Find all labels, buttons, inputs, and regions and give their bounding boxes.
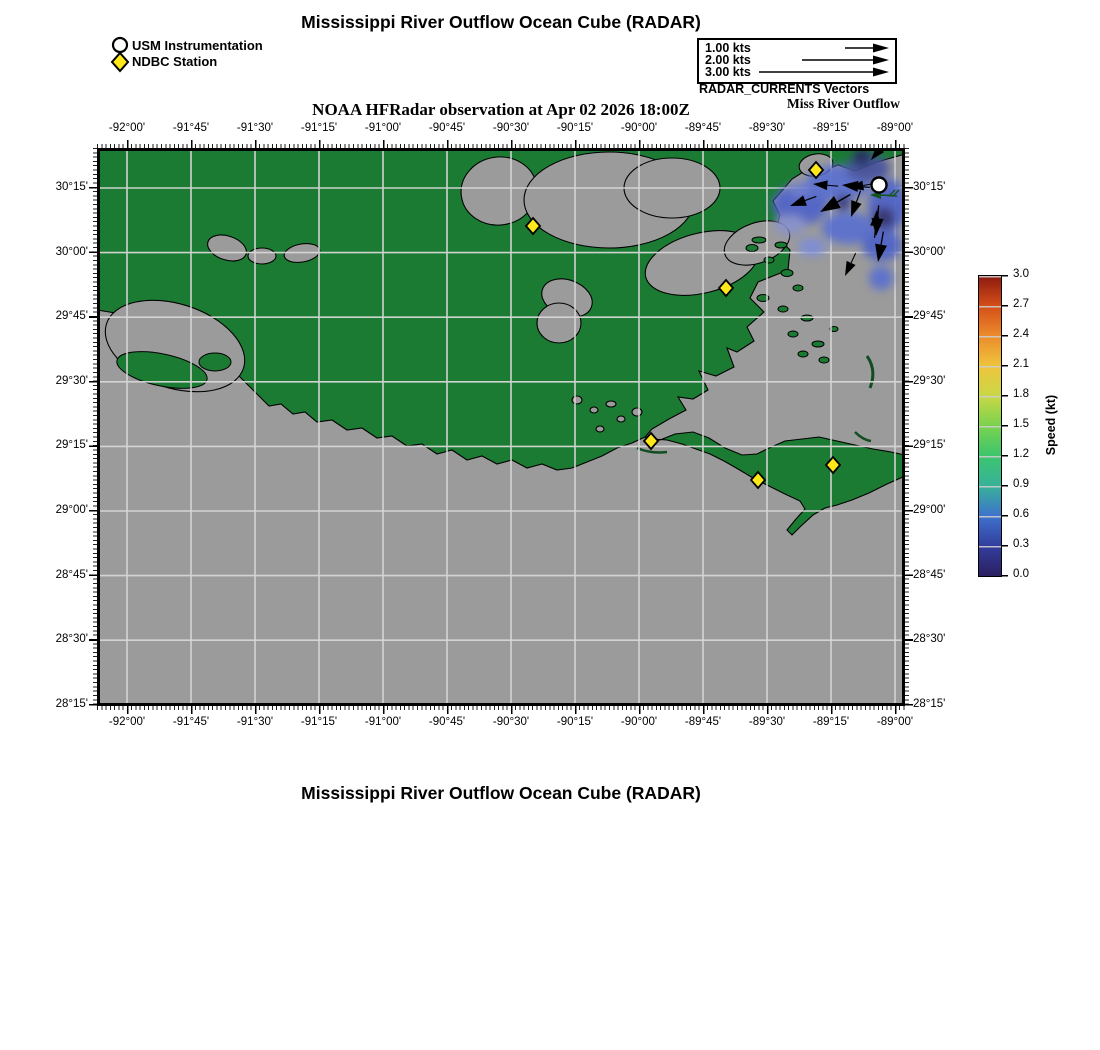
- y-axis-label: 29°45': [55, 310, 88, 323]
- y-axis-label: 29°30': [55, 374, 88, 387]
- x-axis-label: -91°45': [172, 716, 210, 728]
- radar-speed-patch: [798, 238, 826, 256]
- colorbar-tick-label: 1.8: [1013, 388, 1029, 400]
- y-axis-label: 28°45': [913, 568, 946, 581]
- y-axis-label: 28°15': [913, 697, 946, 710]
- colorbar-tick-label: 0.3: [1013, 538, 1029, 550]
- y-axis-label: 30°15': [913, 181, 946, 193]
- x-axis-label: -91°15': [300, 122, 338, 134]
- speed-colorbar: [978, 275, 1002, 577]
- x-axis-label: -89°00': [876, 122, 914, 134]
- y-axis-label: 29°45': [913, 310, 946, 323]
- colorbar-tick-label: 0.0: [1013, 568, 1029, 580]
- vector-scale-box: [697, 38, 897, 84]
- x-axis-label: -91°00': [364, 122, 402, 134]
- y-axis-label: 29°00': [913, 504, 946, 516]
- left-axis-ticks: [89, 148, 97, 706]
- x-axis-label: -90°30': [492, 716, 530, 728]
- scale-row-label: 2.00 kts: [705, 53, 751, 67]
- x-axis-label: -90°00': [620, 122, 658, 134]
- scale-arrows: [699, 40, 891, 78]
- y-axis-label: 28°45': [55, 568, 88, 581]
- colorbar-ticks: [1001, 275, 1008, 577]
- radar-speed-patch: [790, 182, 810, 198]
- x-axis-label: -91°00': [364, 716, 402, 728]
- colorbar-tick-label: 3.0: [1013, 268, 1029, 280]
- top-title: Mississippi River Outflow Ocean Cube (RADAR): [301, 12, 701, 32]
- colorbar-tick-label: 2.7: [1013, 298, 1029, 310]
- marsh-pond: [572, 396, 582, 404]
- x-axis-label: -89°00': [876, 716, 914, 728]
- colorbar-tick-label: 2.1: [1013, 358, 1029, 370]
- usm-station-marker: [872, 178, 887, 193]
- island: [199, 353, 231, 371]
- ndbc-diamond-icon: [109, 51, 131, 73]
- x-axis-label: -89°15': [812, 716, 850, 728]
- vector-scale-caption: RADAR_CURRENTS Vectors: [699, 82, 870, 96]
- y-axis-label: 29°00': [55, 504, 88, 516]
- vector-scale-subcaption: Miss River Outflow: [787, 96, 900, 111]
- x-axis-label: -92°00': [108, 716, 146, 728]
- x-axis-label: -91°30': [236, 716, 274, 728]
- scale-row-label: 1.00 kts: [705, 41, 751, 55]
- marsh-pond: [617, 416, 625, 422]
- ndbc-legend-label: NDBC Station: [132, 54, 218, 69]
- x-axis-label: -89°45': [684, 122, 722, 134]
- marsh-pond: [606, 401, 616, 407]
- x-axis-label: -89°15': [812, 122, 850, 134]
- y-axis-label: 30°15': [55, 181, 88, 193]
- bottom-title: Mississippi River Outflow Ocean Cube (RADAR): [301, 783, 701, 803]
- map-canvas: [97, 148, 905, 706]
- x-axis-label: -90°15': [556, 716, 594, 728]
- colorbar-tick-label: 0.9: [1013, 478, 1029, 490]
- x-axis-label: -90°00': [620, 716, 658, 728]
- x-axis-label: -89°45': [684, 716, 722, 728]
- colorbar-tick-label: 2.4: [1013, 328, 1029, 340]
- scale-row-label: 3.00 kts: [705, 65, 751, 79]
- y-axis-label: 28°30': [913, 633, 946, 646]
- colorbar-title: Speed (kt): [1044, 394, 1058, 456]
- y-axis-label: 29°15': [913, 439, 946, 452]
- x-axis-label: -90°45': [428, 716, 466, 728]
- x-axis-label: -91°45': [172, 122, 210, 134]
- bottom-axis-ticks: [97, 706, 905, 714]
- marsh-pond: [590, 407, 598, 413]
- colorbar-tick-label: 1.5: [1013, 418, 1029, 430]
- y-axis-label: 29°15': [55, 439, 88, 452]
- radar-speed-patch: [774, 215, 806, 235]
- x-axis-label: -91°15': [300, 716, 338, 728]
- colorbar-tick-label: 0.6: [1013, 508, 1029, 520]
- right-axis-ticks: [905, 148, 913, 706]
- usm-legend-label: USM Instrumentation: [132, 38, 263, 53]
- y-axis-label: 29°30': [913, 374, 946, 387]
- x-axis-label: -90°45': [428, 122, 466, 134]
- y-axis-label: 28°30': [55, 633, 88, 646]
- x-axis-label: -91°30': [236, 122, 274, 134]
- top-axis-ticks: [97, 140, 905, 148]
- x-axis-label: -90°15': [556, 122, 594, 134]
- x-axis-label: -89°30': [748, 122, 786, 134]
- marsh-pond: [632, 408, 642, 416]
- colorbar-tick-label: 1.2: [1013, 448, 1029, 460]
- y-axis-label: 30°00': [55, 245, 88, 258]
- x-axis-label: -92°00': [108, 122, 146, 134]
- x-axis-label: -90°30': [492, 122, 530, 134]
- radar-speed-patch: [869, 266, 893, 290]
- x-axis-label: -89°30': [748, 716, 786, 728]
- y-axis-label: 30°00': [913, 245, 946, 258]
- y-axis-label: 28°15': [55, 697, 88, 710]
- map-subtitle: NOAA HFRadar observation at Apr 02 2026 18:00Z: [312, 100, 690, 119]
- small-lake-west: [248, 248, 276, 264]
- marsh-pond: [596, 426, 604, 432]
